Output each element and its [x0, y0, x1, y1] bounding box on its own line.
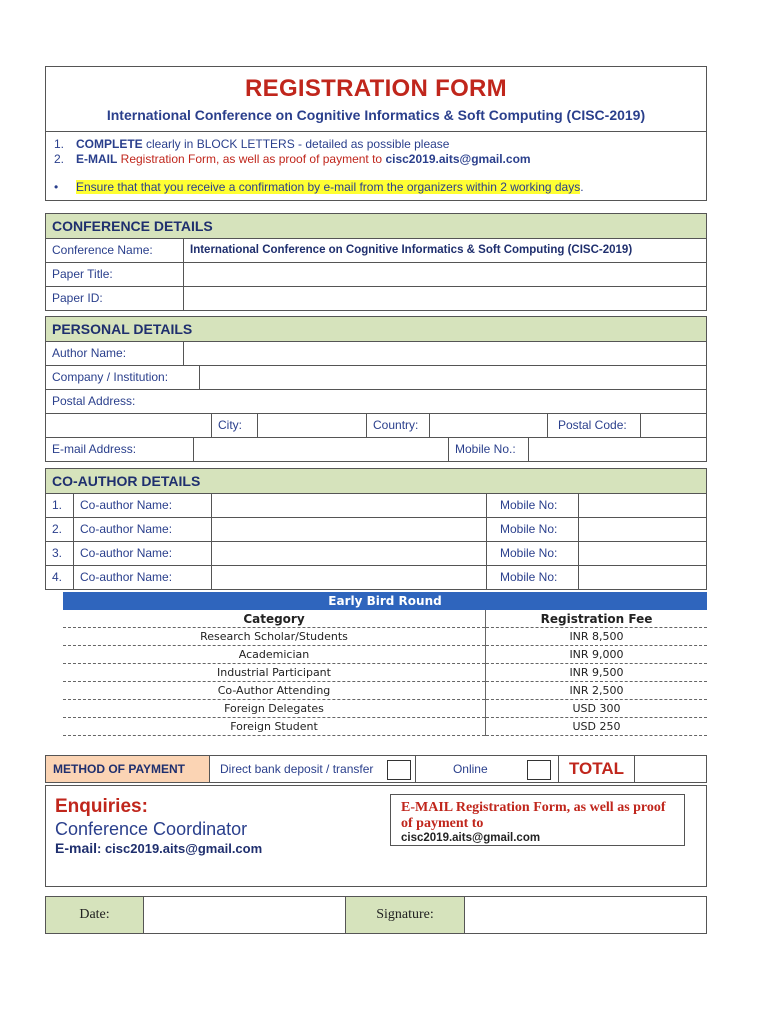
coauthor-mobile-field[interactable] — [579, 566, 706, 589]
coauthor-number: 1. — [46, 494, 74, 517]
form-title: REGISTRATION FORM — [245, 75, 507, 102]
bank-transfer-checkbox[interactable] — [387, 760, 411, 780]
fee-amount: INR 8,500 — [486, 628, 708, 646]
personal-details-section — [45, 316, 707, 462]
coauthor-details-section — [45, 468, 707, 590]
postal-code-field[interactable] — [641, 414, 706, 437]
coauthor-mobile-label: Mobile No: — [487, 518, 579, 541]
coordinator-label: Conference Coordinator — [55, 819, 248, 839]
form-subtitle: International Conference on Cognitive Informatics & Soft Computing (CISC-2019) — [106, 107, 646, 123]
coauthor-row — [45, 518, 707, 542]
coauthor-mobile-label: Mobile No: — [487, 566, 579, 589]
postal-address-field[interactable] — [46, 414, 212, 437]
fee-table — [63, 592, 707, 736]
coauthor-row — [45, 494, 707, 518]
email-instructions-box — [390, 794, 685, 846]
date-field[interactable] — [144, 897, 346, 933]
fee-row — [63, 664, 707, 682]
payment-option-online-label: Online — [452, 762, 488, 776]
fee-row — [63, 628, 707, 646]
paper-title-label: Paper Title: — [46, 263, 184, 286]
city-label: City: — [212, 414, 258, 437]
fee-row — [63, 682, 707, 700]
conference-name-label: Conference Name: — [46, 239, 184, 262]
enquiries-heading: Enquiries: — [55, 796, 148, 817]
coauthor-mobile-field[interactable] — [579, 494, 706, 517]
coauthor-name-label: Co-author Name: — [74, 542, 212, 565]
fee-column-header: Registration Fee — [486, 610, 708, 628]
city-field[interactable] — [258, 414, 367, 437]
payment-option-online — [416, 756, 559, 782]
paper-title-field[interactable] — [184, 263, 706, 286]
coauthor-name-label: Co-author Name: — [74, 494, 212, 517]
email-instructions-text: E-MAIL Registration Form, as well as proof of payment to — [401, 800, 666, 831]
company-label: Company / Institution: — [46, 366, 200, 389]
fee-category: Foreign Student — [63, 718, 486, 736]
coauthor-mobile-label: Mobile No: — [487, 542, 579, 565]
author-name-field[interactable] — [184, 342, 706, 365]
coauthor-row — [45, 566, 707, 590]
fee-row — [63, 700, 707, 718]
fee-category: Co-Author Attending — [63, 682, 486, 700]
category-column-header: Category — [63, 610, 486, 628]
mobile-label: Mobile No.: — [449, 438, 529, 461]
instruction-2: 2. E-MAIL Registration Form, as well as proof of payment to cisc2019.aits@gmail.com — [54, 152, 531, 166]
fee-amount: INR 9,500 — [486, 664, 708, 682]
fee-category: Academician — [63, 646, 486, 664]
author-name-label: Author Name: — [46, 342, 184, 365]
fee-amount: USD 250 — [486, 718, 708, 736]
coauthor-number: 4. — [46, 566, 74, 589]
coauthor-name-field[interactable] — [212, 542, 487, 565]
paper-id-field[interactable] — [184, 287, 706, 310]
conference-details-heading: CONFERENCE DETAILS — [45, 213, 707, 239]
email-instructions-address: cisc2019.aits@gmail.com — [401, 832, 541, 844]
fee-row — [63, 718, 707, 736]
mobile-field[interactable] — [529, 438, 706, 461]
payment-method-label: METHOD OF PAYMENT — [46, 756, 210, 782]
fee-amount: USD 300 — [486, 700, 708, 718]
country-field[interactable] — [430, 414, 548, 437]
email-label: E-mail Address: — [46, 438, 194, 461]
personal-details-heading: PERSONAL DETAILS — [45, 316, 707, 342]
fee-amount: INR 9,000 — [486, 646, 708, 664]
coauthor-details-heading: CO-AUTHOR DETAILS — [45, 468, 707, 494]
coauthor-name-field[interactable] — [212, 518, 487, 541]
paper-id-label: Paper ID: — [46, 287, 184, 310]
fee-row — [63, 646, 707, 664]
date-label: Date: — [46, 897, 144, 933]
total-field[interactable] — [635, 756, 706, 782]
instruction-1: 1. COMPLETE clearly in BLOCK LETTERS - detailed as possible please — [54, 137, 450, 151]
country-label: Country: — [367, 414, 430, 437]
signature-label: Signature: — [346, 897, 465, 933]
fee-amount: INR 2,500 — [486, 682, 708, 700]
postal-address-label: Postal Address: — [52, 394, 136, 408]
company-field[interactable] — [200, 366, 706, 389]
email-field[interactable] — [194, 438, 449, 461]
coauthor-mobile-field[interactable] — [579, 518, 706, 541]
payment-method-row — [45, 755, 707, 783]
signature-row — [45, 896, 707, 934]
coauthor-row — [45, 542, 707, 566]
fee-category: Foreign Delegates — [63, 700, 486, 718]
fee-table-heading: Early Bird Round — [63, 592, 707, 610]
enquiries-email: E-mail: cisc2019.aits@gmail.com — [55, 840, 263, 856]
signature-field[interactable] — [465, 897, 706, 933]
coauthor-name-label: Co-author Name: — [74, 566, 212, 589]
confirmation-note: • Ensure that that you receive a confirmation by e-mail from the organizers within 2 working days. — [54, 180, 584, 194]
coauthor-name-field[interactable] — [212, 566, 487, 589]
fee-category: Research Scholar/Students — [63, 628, 486, 646]
enquiries-box — [45, 785, 707, 887]
coauthor-number: 2. — [46, 518, 74, 541]
form-header — [45, 66, 707, 201]
conference-name-value: International Conference on Cognitive Informatics & Soft Computing (CISC-2019) — [190, 244, 633, 256]
postal-code-label: Postal Code: — [548, 414, 641, 437]
coauthor-mobile-label: Mobile No: — [487, 494, 579, 517]
coauthor-mobile-field[interactable] — [579, 542, 706, 565]
coauthor-number: 3. — [46, 542, 74, 565]
conference-details-section — [45, 213, 707, 311]
payment-option-bank — [210, 756, 416, 782]
coauthor-name-field[interactable] — [212, 494, 487, 517]
online-checkbox[interactable] — [527, 760, 551, 780]
fee-category: Industrial Participant — [63, 664, 486, 682]
header-divider — [46, 131, 706, 132]
total-label: TOTAL — [559, 756, 635, 782]
coauthor-name-label: Co-author Name: — [74, 518, 212, 541]
payment-option-bank-label: Direct bank deposit / transfer — [220, 762, 374, 776]
